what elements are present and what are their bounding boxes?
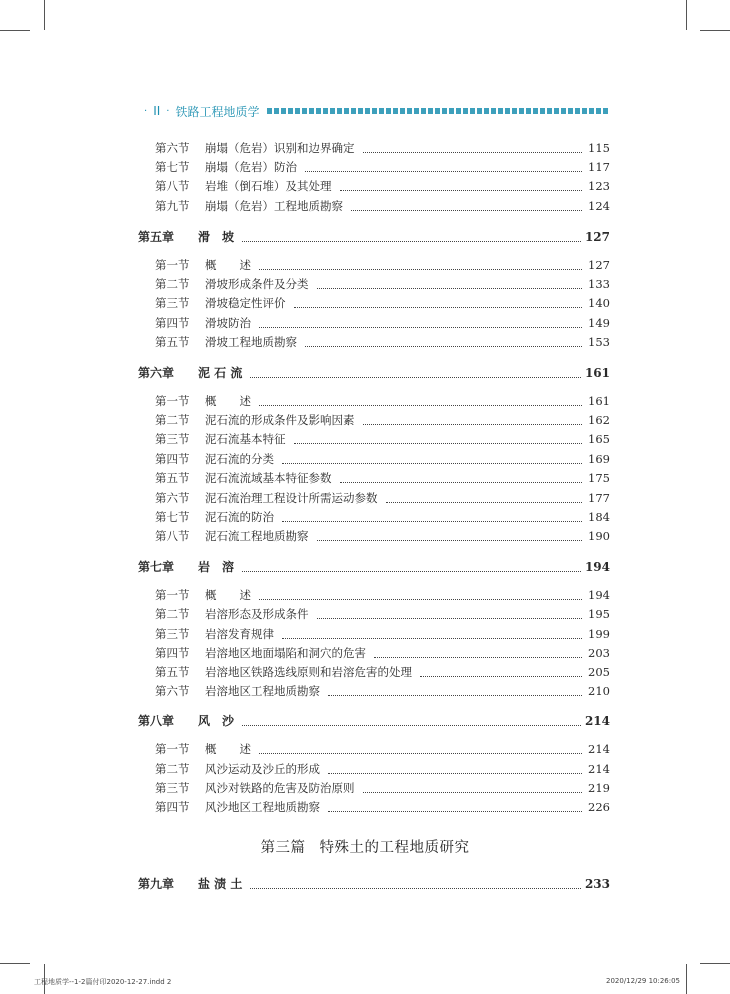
toc-num: 第二节 bbox=[155, 607, 190, 621]
toc-num: 第七节 bbox=[155, 510, 190, 524]
toc-page: 177 bbox=[588, 491, 610, 505]
toc-title: 滑坡形成条件及分类 bbox=[205, 277, 309, 291]
toc-page: 214 bbox=[588, 762, 610, 776]
toc-page: 149 bbox=[588, 316, 610, 330]
toc-title: 滑坡工程地质勘察 bbox=[205, 335, 297, 349]
toc-chapter-row bbox=[138, 713, 610, 729]
toc-chapter-title: 岩 溶 bbox=[198, 560, 235, 574]
toc-page: 123 bbox=[588, 179, 610, 193]
header-book-title: 铁路工程地质学 bbox=[175, 104, 260, 119]
toc-title: 岩溶地区地面塌陷和洞穴的危害 bbox=[205, 646, 366, 660]
toc-num: 第五节 bbox=[155, 471, 190, 485]
toc-chapter-num: 第九章 bbox=[138, 877, 175, 891]
toc-num: 第六节 bbox=[155, 684, 190, 698]
toc-row bbox=[155, 470, 610, 486]
toc-page: 199 bbox=[588, 627, 610, 641]
toc-num: 第三节 bbox=[155, 781, 190, 795]
toc-title: 岩堆（倒石堆）及其处理 bbox=[205, 179, 332, 193]
toc-chapter-num: 第五章 bbox=[138, 230, 175, 244]
toc-row bbox=[155, 528, 610, 544]
running-header bbox=[138, 103, 608, 119]
toc-title: 滑坡防治 bbox=[205, 316, 251, 330]
toc-title: 泥石流的防治 bbox=[205, 510, 274, 524]
toc-row bbox=[155, 606, 610, 622]
toc-title: 岩溶地区工程地质勘察 bbox=[205, 684, 320, 698]
toc-page: 115 bbox=[588, 141, 610, 155]
toc-row bbox=[155, 509, 610, 525]
toc-row bbox=[155, 683, 610, 699]
toc-page: 124 bbox=[588, 199, 610, 213]
toc-chapter-row bbox=[138, 229, 610, 245]
toc-row bbox=[155, 626, 610, 642]
toc-title: 岩溶发育规律 bbox=[205, 627, 274, 641]
crop-mark-bottom-left-h bbox=[0, 963, 30, 964]
toc-num: 第二节 bbox=[155, 762, 190, 776]
toc-num: 第一节 bbox=[155, 394, 190, 408]
toc-page: 162 bbox=[588, 413, 610, 427]
toc-title: 泥石流流域基本特征参数 bbox=[205, 471, 332, 485]
toc-num: 第二节 bbox=[155, 277, 190, 291]
toc-row bbox=[155, 257, 610, 273]
toc-num: 第一节 bbox=[155, 588, 190, 602]
header-dot-right: · bbox=[166, 105, 170, 117]
toc-num: 第九节 bbox=[155, 199, 190, 213]
crop-mark-top-right-v bbox=[686, 0, 687, 30]
toc-row bbox=[155, 276, 610, 292]
toc-chapter-num: 第七章 bbox=[138, 560, 175, 574]
toc-row bbox=[155, 780, 610, 796]
toc-row bbox=[155, 645, 610, 661]
part-label: 第三篇 bbox=[260, 840, 306, 856]
toc-num: 第七节 bbox=[155, 160, 190, 174]
toc-title: 岩溶地区铁路选线原则和岩溶危害的处理 bbox=[205, 665, 412, 679]
toc-chapter-page: 233 bbox=[584, 877, 610, 891]
toc-row bbox=[155, 159, 610, 175]
toc-num: 第八节 bbox=[155, 179, 190, 193]
toc-row bbox=[155, 178, 610, 194]
toc-row bbox=[155, 198, 610, 214]
toc-title: 风沙对铁路的危害及防治原则 bbox=[205, 781, 355, 795]
toc-page: 140 bbox=[588, 296, 610, 310]
part-heading bbox=[0, 836, 730, 857]
toc-page: 195 bbox=[588, 607, 610, 621]
toc-title: 崩塌（危岩）工程地质勘察 bbox=[205, 199, 343, 213]
toc-title: 风沙地区工程地质勘察 bbox=[205, 800, 320, 814]
toc-title: 风沙运动及沙丘的形成 bbox=[205, 762, 320, 776]
toc-page: 133 bbox=[588, 277, 610, 291]
crop-mark-top-left-v bbox=[44, 0, 45, 30]
toc-chapter-page: 161 bbox=[584, 366, 610, 380]
toc-row bbox=[155, 412, 610, 428]
footer-timestamp: 2020/12/29 10:26:05 bbox=[606, 977, 681, 985]
toc-num: 第六节 bbox=[155, 141, 190, 155]
toc-row bbox=[155, 295, 610, 311]
toc-row bbox=[155, 664, 610, 680]
toc-chapter-row bbox=[138, 365, 610, 381]
toc-num: 第五节 bbox=[155, 335, 190, 349]
toc-page: 205 bbox=[588, 665, 610, 679]
toc-row bbox=[155, 334, 610, 350]
toc-num: 第一节 bbox=[155, 742, 190, 756]
crop-mark-bottom-right-h bbox=[700, 963, 730, 964]
toc-page: 203 bbox=[588, 646, 610, 660]
toc-row bbox=[155, 431, 610, 447]
header-dot-left: · bbox=[144, 105, 148, 117]
toc-chapter-title: 盐 渍 土 bbox=[198, 877, 243, 891]
toc-row bbox=[155, 490, 610, 506]
toc-chapter-title: 风 沙 bbox=[198, 714, 235, 728]
header-arrow-rule bbox=[267, 108, 608, 114]
toc-page: 219 bbox=[588, 781, 610, 795]
toc-title: 岩溶形态及形成条件 bbox=[205, 607, 309, 621]
toc-title: 崩塌（危岩）防治 bbox=[205, 160, 297, 174]
toc-num: 第三节 bbox=[155, 296, 190, 310]
toc-row bbox=[155, 140, 610, 156]
toc-row bbox=[155, 451, 610, 467]
toc-page: 169 bbox=[588, 452, 610, 466]
toc-page: 194 bbox=[588, 588, 610, 602]
toc-chapter-page: 214 bbox=[584, 714, 610, 728]
toc-title: 滑坡稳定性评价 bbox=[205, 296, 286, 310]
toc-num: 第三节 bbox=[155, 627, 190, 641]
toc-row bbox=[155, 741, 610, 757]
toc-title: 概 述 bbox=[205, 394, 251, 408]
toc-chapter-page: 194 bbox=[584, 560, 610, 574]
toc-num: 第四节 bbox=[155, 452, 190, 466]
toc-chapter-num: 第六章 bbox=[138, 366, 175, 380]
toc-chapter-num: 第八章 bbox=[138, 714, 175, 728]
toc-row bbox=[155, 315, 610, 331]
toc-title: 泥石流工程地质勘察 bbox=[205, 529, 309, 543]
toc-title: 泥石流的形成条件及影响因素 bbox=[205, 413, 355, 427]
toc-page: 165 bbox=[588, 432, 610, 446]
toc-page: 153 bbox=[588, 335, 610, 349]
toc-title: 概 述 bbox=[205, 742, 251, 756]
toc-num: 第三节 bbox=[155, 432, 190, 446]
toc-chapter-title: 滑 坡 bbox=[198, 230, 235, 244]
part-title: 特殊土的工程地质研究 bbox=[319, 840, 470, 856]
toc-row bbox=[155, 761, 610, 777]
toc-page: 175 bbox=[588, 471, 610, 485]
toc-page: 117 bbox=[588, 160, 610, 174]
toc-chapter-row bbox=[138, 559, 610, 575]
toc-page: 214 bbox=[588, 742, 610, 756]
header-page-roman: II bbox=[153, 104, 161, 118]
toc-num: 第五节 bbox=[155, 665, 190, 679]
toc-num: 第八节 bbox=[155, 529, 190, 543]
toc-page: 190 bbox=[588, 529, 610, 543]
toc-page: 184 bbox=[588, 510, 610, 524]
toc-page: 210 bbox=[588, 684, 610, 698]
toc-row bbox=[155, 799, 610, 815]
toc-row bbox=[155, 587, 610, 603]
toc-page: 161 bbox=[588, 394, 610, 408]
toc-title: 泥石流的分类 bbox=[205, 452, 274, 466]
toc-chapter-title: 泥 石 流 bbox=[198, 366, 243, 380]
crop-mark-top-right-h bbox=[700, 30, 730, 31]
footer-file-slug: 工程地质学--1-2篇付印2020-12-27.indd 2 bbox=[34, 978, 172, 986]
toc-title: 崩塌（危岩）识别和边界确定 bbox=[205, 141, 355, 155]
toc-num: 第四节 bbox=[155, 800, 190, 814]
toc-title: 概 述 bbox=[205, 588, 251, 602]
toc-page: 226 bbox=[588, 800, 610, 814]
toc-title: 泥石流基本特征 bbox=[205, 432, 286, 446]
toc-row bbox=[155, 393, 610, 409]
toc-title: 泥石流治理工程设计所需运动参数 bbox=[205, 491, 378, 505]
toc-page: 127 bbox=[588, 258, 610, 272]
toc-num: 第一节 bbox=[155, 258, 190, 272]
crop-mark-top-left-h bbox=[0, 30, 30, 31]
toc-num: 第二节 bbox=[155, 413, 190, 427]
toc-chapter-page: 127 bbox=[584, 230, 610, 244]
crop-mark-bottom-right-v bbox=[686, 964, 687, 994]
toc-title: 概 述 bbox=[205, 258, 251, 272]
toc-num: 第四节 bbox=[155, 646, 190, 660]
toc-num: 第四节 bbox=[155, 316, 190, 330]
toc-chapter-row bbox=[138, 876, 610, 892]
toc-num: 第六节 bbox=[155, 491, 190, 505]
